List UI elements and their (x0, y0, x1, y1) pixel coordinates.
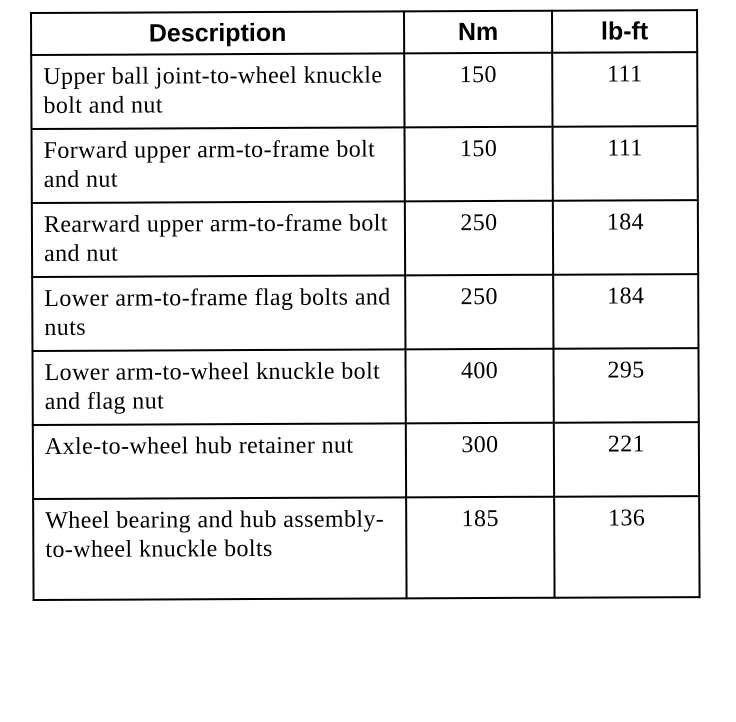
header-row (31, 10, 697, 55)
header-nm: Nm (404, 11, 552, 54)
header-description: Description (31, 11, 404, 55)
cell-description: Forward upper arm-to-frame bolt and nut (32, 127, 405, 203)
cell-lbft: 111 (553, 126, 698, 201)
torque-spec-table (30, 9, 701, 601)
cell-nm: 150 (405, 127, 553, 202)
table-row (32, 348, 698, 425)
table-row (32, 274, 698, 351)
cell-description: Axle-to-wheel hub retainer nut (33, 423, 406, 499)
table-row (33, 422, 699, 499)
cell-description: Upper ball joint-to-wheel knuckle bolt and nut (31, 53, 404, 129)
table-row (32, 200, 698, 277)
table-header (31, 10, 697, 55)
header-lbft: lb-ft (552, 10, 697, 53)
cell-lbft: 221 (554, 422, 699, 497)
cell-nm: 300 (406, 423, 554, 498)
cell-description: Wheel bearing and hub assembly-to-wheel knuckle bolts (33, 497, 406, 600)
cell-description: Lower arm-to-wheel knuckle bolt and flag nut (32, 349, 405, 425)
cell-lbft: 111 (552, 52, 697, 127)
table-row (31, 52, 697, 129)
table-body (31, 52, 699, 600)
cell-lbft: 295 (553, 348, 698, 423)
cell-description: Lower arm-to-frame flag bolts and nuts (32, 275, 405, 351)
cell-description: Rearward upper arm-to-frame bolt and nut (32, 201, 405, 277)
table-row (32, 126, 698, 203)
cell-nm: 250 (405, 201, 553, 276)
cell-nm: 185 (406, 497, 554, 599)
cell-nm: 250 (405, 275, 553, 350)
cell-lbft: 184 (553, 200, 698, 275)
table-row (33, 496, 699, 600)
cell-nm: 150 (404, 53, 552, 128)
cell-nm: 400 (405, 349, 553, 424)
cell-lbft: 184 (553, 274, 698, 349)
cell-lbft: 136 (554, 496, 699, 598)
